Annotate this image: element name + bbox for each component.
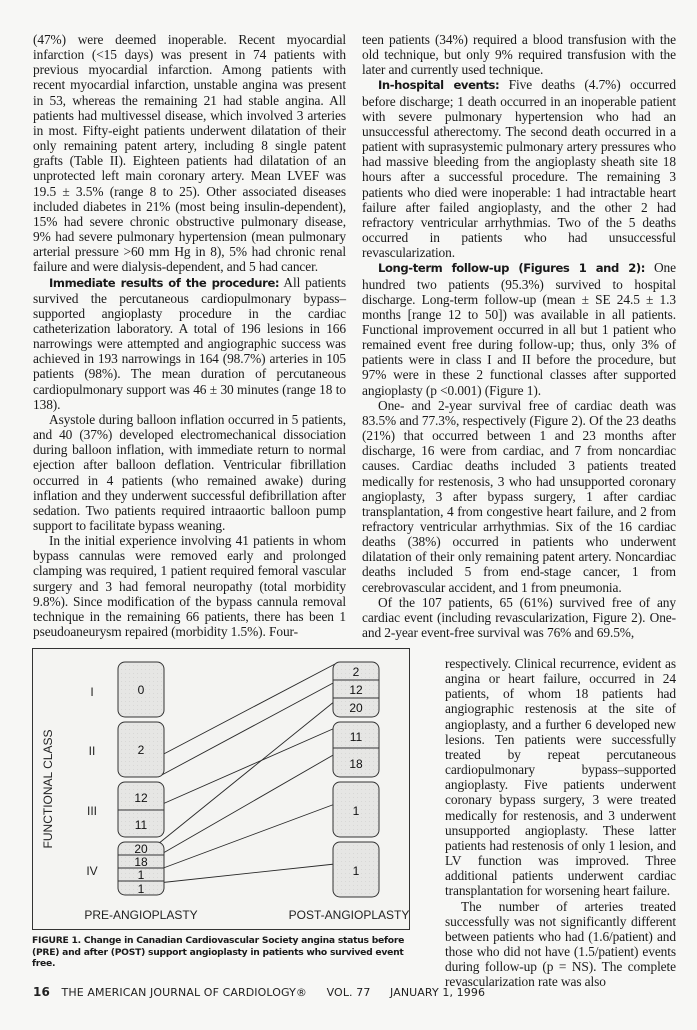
- section-heading: Long-term follow-up (Figures 1 and 2):: [378, 261, 646, 276]
- paragraph: Asystole during balloon inflation occurred in 5 patients, and 40 (37%) developed electromechanical dissociation during balloon inflation, with immediate return to normal ejection after balloon deflation. Ventricular fibrillation occurred in 4 patients (who remained awake) during inflation and they underwent successful defibrillation after sedation. Two patients required intraaortic balloon pump support to facilitate bypass weaning.: [33, 411, 346, 533]
- line-iii-to-ii: [158, 728, 335, 806]
- paragraph: teen patients (34%) required a blood transfusion with the old technique, but only 9% required transfusion with the later and currently used technique.: [362, 32, 676, 78]
- line-iv-to-iv: [158, 864, 335, 883]
- section-heading: Immediate results of the procedure:: [49, 275, 280, 290]
- pre-box-class-iv: [118, 842, 164, 896]
- svg-text:1: 1: [352, 864, 360, 878]
- line-iv-to-iii: [158, 804, 335, 870]
- post-box-class-i: [333, 662, 379, 717]
- pre-box-class-iii: [118, 782, 164, 837]
- left-column: [33, 32, 346, 639]
- page-footer: [33, 985, 485, 999]
- svg-text:18: 18: [134, 855, 148, 869]
- svg-text:18: 18: [349, 757, 363, 771]
- svg-text:11: 11: [349, 730, 363, 744]
- svg-text:12: 12: [349, 683, 363, 697]
- class-label-ii: II: [88, 744, 96, 758]
- class-label-iv: IV: [86, 864, 98, 878]
- svg-text:11: 11: [134, 818, 148, 832]
- paragraph-text: Five deaths (4.7%) occurred before discharge; 1 death occurred in an inoperable patient with severe pulmonary hypertension who had an unsuccessful atherectomy. The second death occurred in a patient with suprasystemic pulmonary artery pressures who had massive bleeding from the angioplasty sheath site 18 hours after a successful procedure. The remaining 3 patients who died were inoperable: 1 had intractable heart failure after failed angioplasty, and the other 2 had refractory ventricular arrhythmias. Two of the 5 deaths occurred in patients who had unsuccessful revascularization.: [362, 77, 676, 261]
- paragraph-text: All patients survived the percutaneous cardiopulmonary bypass–supported angioplasty procedure in the cardiac catheterization laboratory. A total of 196 lesions in 166 narrowings were attempted and angiographic success was achieved in 193 narrowings in 164 (98.7%) arteries in 105 patients (98%). The mean duration of percutaneous cardiopulmonary support was 46 ± 30 minutes (range 18 to 138).: [33, 274, 347, 412]
- class-label-iii: III: [86, 804, 98, 818]
- section-heading: In-hospital events:: [378, 78, 500, 93]
- figure-1: [32, 648, 410, 930]
- transition-lines: [158, 664, 335, 883]
- pre-box-class-ii: [118, 722, 164, 777]
- paragraph: (47%) were deemed inoperable. Recent myocardial infarction (<15 days) was present in 74 patients with previous myocardial infarction. Among patients with recent myocardial infarction, unstable angina was present in 53, whereas the remaining 21 had stable angina. All patients had multivessel disease, which involved 3 arteries in most. Fifty-eight patients underwent dilatation of their only remaining patent artery, including 8 single patent grafts (Table II). Eighteen patients had dilatation of an unprotected left main coronary artery. Mean LVEF was 19.5 ± 3.5% (range 8 to 25). Other associated diseases included diabetes in 21% (most being insulin-dependent), 15% had severe chronic obstructive pulmonary disease, 9% had severe pulmonary hypertension (mean pulmonary arterial pressure >60 mm Hg in 8), 5% had chronic renal failure and were dialysis-dependent, and 5 had cancer.: [33, 32, 346, 275]
- right-column: [362, 32, 676, 640]
- functional-class-flow-diagram: [33, 649, 409, 929]
- y-axis-label: FUNCTIONAL CLASS: [41, 729, 55, 849]
- svg-text:0: 0: [137, 683, 145, 697]
- paragraph: respectively. Clinical recurrence, evident as angina or heart failure, occurred in 24 patients, of whom 18 patients had angiographic restenosis at the site of angioplasty, and a further 6 developed new lesions. Ten patients were successfully treated by repeat percutaneous cardiopulmonary bypass–supported angioplasty. Five patients underwent coronary bypass surgery, 3 were treated medically for restenosis, and 3 underwent unsupported angioplasty. These latter patients had restenosis of only 1 lesion, and LV function was improved. Three additional patients underwent cardiac transplantation for worsening heart failure.: [445, 656, 676, 899]
- line-ii-to-i: [158, 664, 335, 757]
- paragraph: One- and 2-year survival free of cardiac death was 83.5% and 77.3%, respectively (Figure 2). Of the 23 deaths (21%) that occurred between 1 and 23 months after discharge, 16 were from cardiac, and 7 from noncardiac causes. Cardiac deaths included 3 patients treated medically for restenosis, 3 who had unsupported coronary angioplasty, 3 after bypass surgery, 1 after cardiac transplantation, 4 from congestive heart failure, and 2 from refractory ventricular arrhythmias. Six of the 16 cardiac deaths (38%) occurred in patients who underwent dilatation of their only remaining patent artery. Noncardiac deaths included 5 from end-stage cancer, 1 from cerebrovascular accident, and 1 from pneumonia.: [362, 397, 676, 595]
- paragraph: The number of arteries treated successfully was not significantly different between patients who had (1.6/patient) and those who did not have (1.5/patient) events during follow-up (p = NS). The complete revascularization rate was also: [445, 898, 676, 990]
- issue-date: JANUARY 1, 1996: [390, 986, 486, 999]
- svg-text:1: 1: [137, 868, 145, 882]
- paragraph-text: One hundred two patients (95.3%) survived to hospital discharge. Long-term follow-up (mean ± SE 24.5 ± 1.3 months [range 12 to 50]) was available in all patients. Functional improvement occurred in all but 1 patient who remained event free during follow-up; thus, only 3% of patients were in class I and II before the procedure, but 97% were in these 2 functional classes after supported angioplasty (p <0.001) (Figure 1).: [362, 260, 676, 398]
- paragraph: In the initial experience involving 41 patients in whom bypass cannulas were removed early and prolonged clamping was required, 1 patient required femoral vascular surgery and 3 had femoral neuropathy (total morbidity 9.8%). Since modification of the bypass cannula removal technique in the remaining 66 patients, there has been 1 pseudoaneurysm repaired (morbidity 1.5%). Four-: [33, 533, 346, 640]
- line-iii-to-i: [158, 682, 335, 777]
- figure-caption: FIGURE 1. Change in Canadian Cardiovascular Society angina status before (PRE) and after (POST) support angioplasty in patients who survived event free.: [32, 935, 405, 969]
- post-box-class-ii: [333, 722, 379, 777]
- svg-text:1: 1: [137, 882, 145, 896]
- post-angioplasty-label: POST-ANGIOPLASTY: [288, 908, 409, 922]
- right-column-narrow: [445, 656, 676, 989]
- paragraph: Of the 107 patients, 65 (61%) survived free of any cardiac event (including revascularization, Figure 2). One- and 2-year event-free survival was 76% and 69.5%,: [362, 594, 676, 641]
- class-label-i: I: [90, 685, 94, 699]
- pre-angioplasty-label: PRE-ANGIOPLASTY: [84, 908, 198, 922]
- pre-box-class-i: [118, 662, 164, 717]
- svg-text:2: 2: [137, 743, 145, 757]
- page-number: 16: [33, 985, 50, 999]
- svg-text:20: 20: [349, 701, 363, 715]
- line-iv-to-i: [158, 701, 335, 844]
- svg-text:12: 12: [134, 791, 148, 805]
- post-box-class-iv: [333, 842, 379, 897]
- paragraph: [33, 275, 346, 412]
- line-iv-to-ii: [158, 754, 335, 856]
- paragraph: [362, 77, 676, 260]
- svg-text:2: 2: [352, 665, 360, 679]
- journal-name: THE AMERICAN JOURNAL OF CARDIOLOGY®: [61, 986, 308, 999]
- svg-text:20: 20: [134, 842, 148, 856]
- paragraph: [362, 260, 676, 397]
- post-box-class-iii: [333, 782, 379, 837]
- volume: VOL. 77: [326, 986, 371, 999]
- svg-text:1: 1: [352, 804, 360, 818]
